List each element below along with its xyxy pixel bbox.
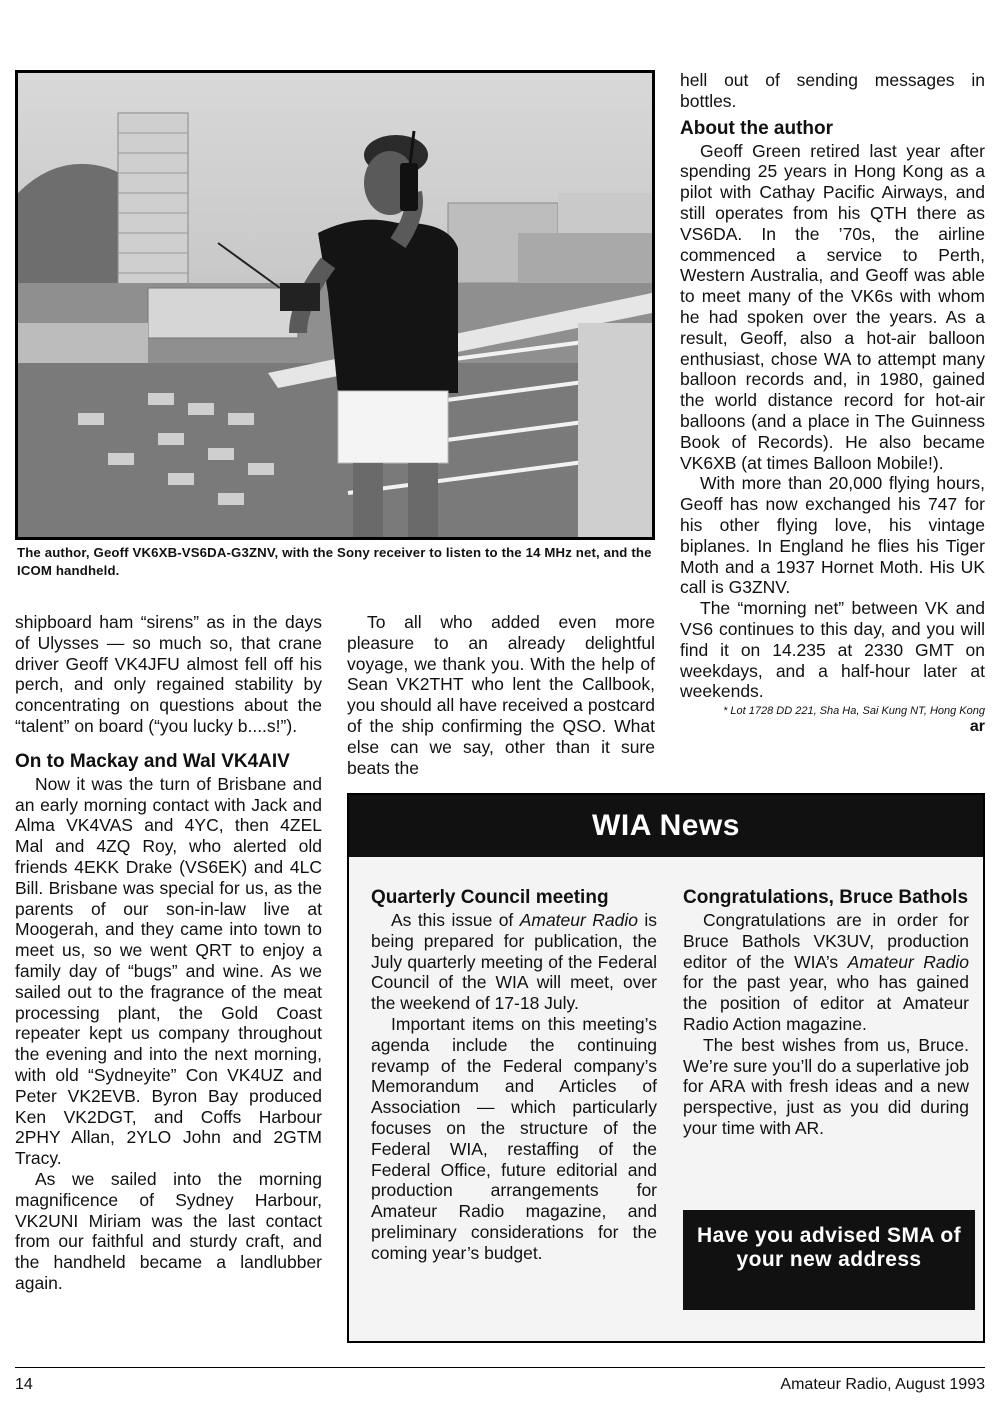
- publication-line: Amateur Radio, August 1993: [780, 1376, 985, 1393]
- paragraph: Now it was the turn of Brisbane and an early morning contact with Jack and Alma VK4VAS and 4YC, then 4ZEL Mal and 4ZQ Roy, who alerted old friends 4EKK Drake (VS6EK) and 4LC Bill. Brisbane was special for us, as the parents of our son-in-law live at Moogerah, and they came into town to meet us, so we went QRT to enjoy a family day of “bugs” and wine. As we sailed out to the fragrance of the meat processing plant, the Gold Coast repeater kept us company throughout the evening and into the next morning, with old “Sydneyite” Con VK4UZ and Peter VK2EVB. Byron Bay produced Ken VK2DGT, and Coffs Harbour 2PHY Allan, 2YLO John and 2GTM Tracy.: [15, 773, 322, 1169]
- paragraph: Congratulations are in order for Bruce Bathols VK3UV, production editor of the WIA’s Amateur Radio for the past year, who has gained the position of editor at Amateur Radio Action magazine.: [683, 910, 969, 1034]
- sma-address-notice: Have you advised SMA of your new address: [683, 1210, 975, 1310]
- paragraph: As this issue of Amateur Radio is being prepared for publication, the July quarterly meeting of the Federal Council of the WIA will meet, over the weekend of 17-18 July.: [371, 910, 657, 1014]
- photo-caption: The author, Geoff VK6XB-VS6DA-G3ZNV, with the Sony receiver to listen to the 14 MHz net, and the ICOM handheld.: [17, 545, 652, 578]
- footer-rule: [15, 1367, 985, 1368]
- paragraph: With more than 20,000 flying hours, Geoff has now exchanged his 747 for his other flying love, his vintage biplanes. In England he flies his Tiger Moth and a 1937 Hornet Moth. His UK call is G3ZNV.: [680, 473, 985, 598]
- paragraph: To all who added even more pleasure to an already delightful voyage, we thank you. With the help of Sean VK2THT who lent the Callbook, you should all have received a postcard of the ship confirming the QSO. What else can we say, other than it sure beats the: [347, 612, 655, 778]
- section-heading-council-meeting: Quarterly Council meeting: [371, 887, 609, 908]
- paragraph: shipboard ham “sirens” as in the days of Ulysses — so much so, that crane driver Geoff VK4JFU almost fell off his perch, and only regained stability by concentrating on questions about the “talent” on board (“you lucky b....s!”).: [15, 612, 322, 736]
- section-heading-about-author: About the author: [680, 117, 834, 139]
- paragraph: Geoff Green retired last year after spending 25 years in Hong Kong as a pilot with Cathay Pacific Airways, and still operates from his QTH there as VS6DA. In the ’70s, the airline commenced a service to Perth, Western Australia, and Geoff was able to meet many of the VK6s with whom he had spoken over the years. As a result, Geoff, also a hot-air balloon enthusiast, chose WA to attempt many balloon records and, in 1980, gained the world distance record for hot-air balloons (and a place in The Guinness Book of Records). He also became VK6XB (at times Balloon Mobile!).: [680, 140, 985, 473]
- wia-left-column: [371, 887, 657, 1264]
- paragraph: hell out of sending messages in bottles.: [680, 70, 985, 111]
- paragraph: As we sailed into the morning magnificence of Sydney Harbour, VK2UNI Miriam was the last contact from our faithful and sturdy craft, and the handheld became a landlubber again.: [15, 1168, 322, 1293]
- author-photo: [15, 70, 655, 540]
- wia-right-column: [683, 887, 969, 1139]
- article-column-left: [15, 612, 322, 1294]
- wia-news-banner: WIA News: [349, 795, 983, 857]
- article-column-middle: [347, 612, 655, 778]
- page-number: 14: [15, 1376, 33, 1393]
- wia-news-box: [347, 793, 985, 1343]
- section-heading-congratulations: Congratulations, Bruce Bathols: [683, 887, 969, 908]
- author-address-footnote: * Lot 1728 DD 221, Sha Ha, Sai Kung NT, Hong Kong: [723, 705, 985, 718]
- end-mark: ar: [969, 718, 985, 736]
- paragraph: The best wishes from us, Bruce. We’re sure you’ll do a superlative job for ARA with fresh ideas and a new perspective, just as you did during your time with AR.: [683, 1034, 969, 1138]
- paragraph: The “morning net” between VK and VS6 continues to this day, and you will find it on 14.235 at 2330 GMT on weekdays, and a half-hour later at weekends.: [680, 598, 985, 702]
- author-column: [680, 70, 985, 736]
- photo-illustration: [18, 73, 652, 537]
- section-heading-mackay: On to Mackay and Wal VK4AIV: [15, 750, 290, 772]
- paragraph: Important items on this meeting’s agenda include the continuing revamp of the Federal company’s Memorandum and Articles of Association — which particularly focuses on the structure of the Federal WIA, restaffing of the Federal Office, future editorial and production arrangements for Amateur Radio magazine, and preliminary considerations for the coming year’s budget.: [371, 1013, 657, 1263]
